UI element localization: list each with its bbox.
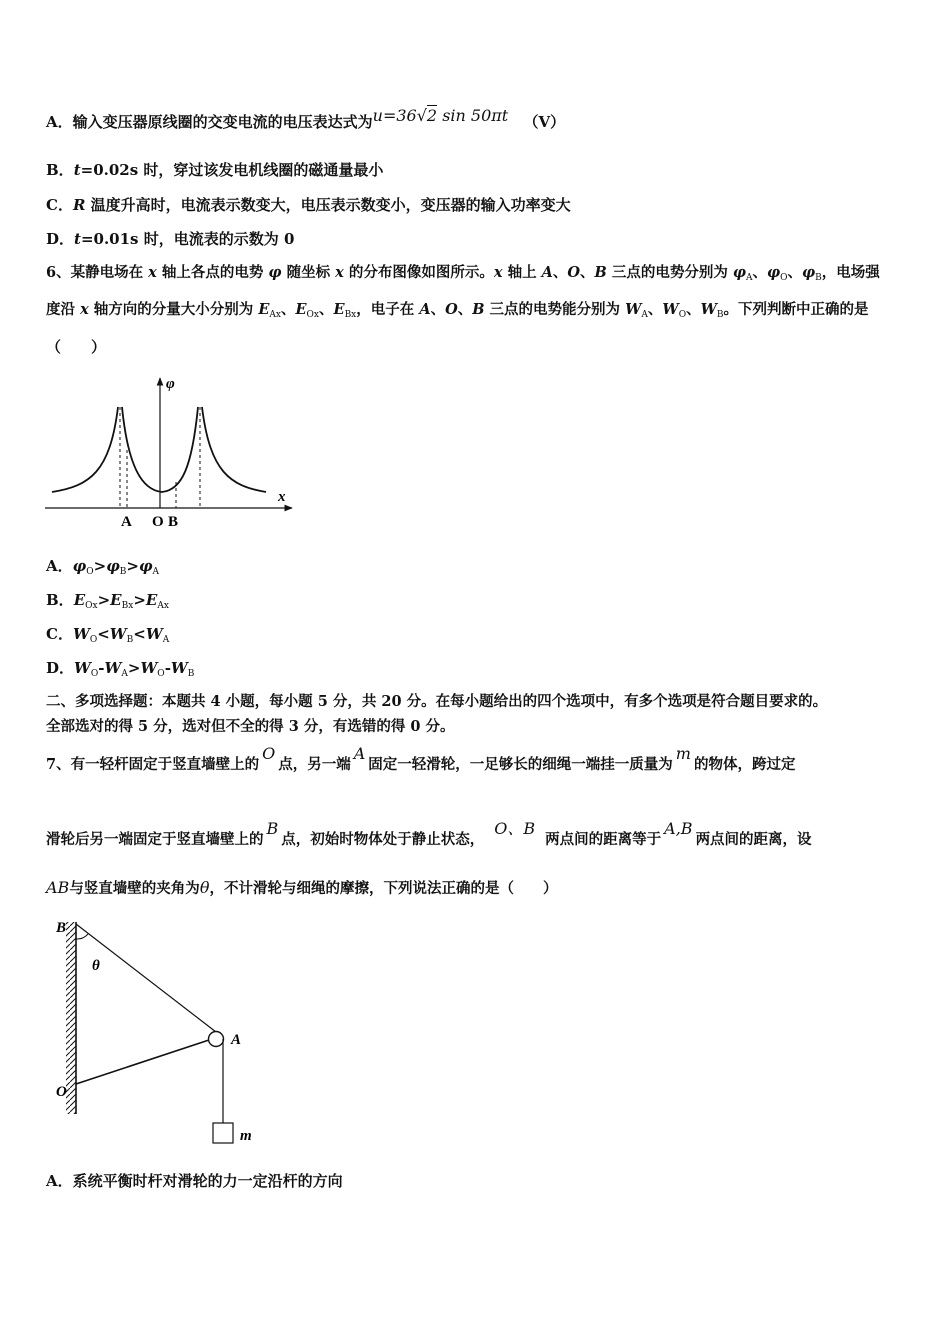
q6-stem-line2: 度沿 x 轴方向的分量大小分别为 $E_{Ax}$、$E_{Ox}$、$E_{Bx}$，电子在 A、O、B 三点的电势能分别为 $W_A$、$W_O$、$W_B$。下列判断中正确的是 <box>46 301 869 320</box>
section-2-scoring: 全部选对的得 5 分，选对但不全的得 3 分，有选错的得 0 分。 <box>46 718 455 735</box>
q5-option-b: B．t=0.02s 时，穿过该发电机线圈的磁通量最小 <box>46 161 384 179</box>
pulley <box>209 1032 224 1047</box>
mass-block <box>213 1123 233 1143</box>
point-o-label: O <box>56 1084 67 1100</box>
pulley-figure <box>46 908 276 1153</box>
point-o-label: O <box>152 514 164 530</box>
q6-answer-paren: （ ） <box>46 338 107 356</box>
section-2-heading: 二、多项选择题：本题共 4 小题，每小题 5 分，共 20 分。在每小题给出的四个选项中，有多个选项是符合题目要求的。 <box>46 693 828 710</box>
q5-option-a: A．输入变压器原线圈的交变电流的电压表达式为u=36√2 sin 50πt （V） <box>46 106 566 131</box>
rope-b-to-a <box>76 924 216 1032</box>
point-b-label: B <box>56 920 67 936</box>
q6-option-c: C．$W_O<W_B<W_A$ <box>46 625 170 645</box>
theta-label: θ <box>92 958 100 974</box>
rod-o-to-a <box>76 1040 209 1084</box>
q5-option-c: C．R 温度升高时，电流表示数变大，电压表示数变小，变压器的输入功率变大 <box>46 196 571 214</box>
q6-option-b: B．$E_{Ox}>E_{Bx}>E_{Ax}$ <box>46 591 169 611</box>
voltage-formula: u=36√2 sin 50πt <box>372 106 509 125</box>
x-axis-label: x <box>278 489 286 505</box>
point-a-label: A <box>121 514 132 530</box>
point-b-label: B <box>168 514 179 530</box>
angle-arc <box>76 934 88 939</box>
q6-stem-line1: 6、某静电场在 x 轴上各点的电势 φ 随坐标 x 的分布图像如图所示。x 轴上 A、O、B 三点的电势分别为 $\varphi_A$、$\varphi_O$、$\varphi_B$，电场强 <box>46 264 880 283</box>
potential-graph <box>40 372 300 532</box>
q5-option-d: D．t=0.01s 时，电流表的示数为 0 <box>46 230 295 248</box>
q7-option-a: A．系统平衡时杆对滑轮的力一定沿杆的方向 <box>46 1172 343 1190</box>
q7-stem-line3: AB与竖直墙壁的夹角为θ，不计滑轮与细绳的摩擦，下列说法正确的是（ ） <box>46 878 558 897</box>
q6-option-a: A．$\varphi_O>\varphi_B>\varphi_A$ <box>46 557 160 577</box>
wall-hatching <box>66 922 76 1114</box>
mass-label: m <box>240 1128 252 1144</box>
point-a-label: A <box>231 1032 242 1048</box>
q6-option-d: D．$W_O-W_A>W_O-W_B$ <box>46 659 195 679</box>
phi-axis-label: φ <box>166 376 175 392</box>
potential-curve-left <box>52 407 118 492</box>
q7-stem-line2: 滑轮后另一端固定于竖直墙壁上的B点，初始时物体处于静止状态，O、B两点间的距离等于A,B两点间的距离，设 <box>46 819 812 848</box>
potential-curve-right <box>202 407 266 492</box>
q7-stem-line1: 7、有一轻杆固定于竖直墙壁上的O点，另一端A固定一轻滑轮，一足够长的细绳一端挂一质量为m的物体，跨过定 <box>46 744 796 773</box>
